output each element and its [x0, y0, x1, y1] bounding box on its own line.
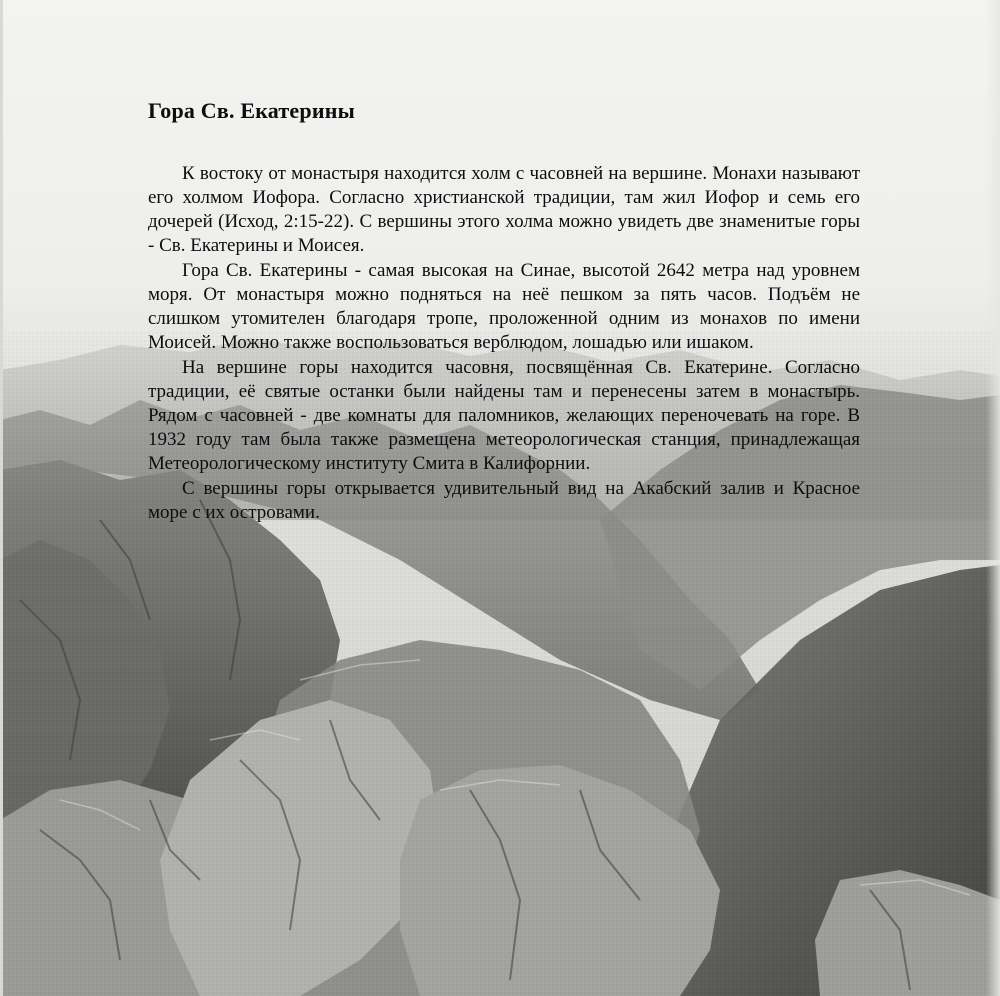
page-right-edge — [986, 0, 1000, 996]
page-left-edge — [0, 0, 3, 996]
article — [148, 98, 860, 525]
paragraph-4: С вершины горы открывается удивительный вид на Акабский залив и Красное море с их островами. — [148, 478, 860, 523]
paragraph-2: Гора Св. Екатерины - самая высокая на Синае, высотой 2642 метра над уровнем моря. От монастыря можно подняться на неё пешком за пять часов. Подъём не слишком утомителен благодаря тропе, проложенной одним из монахов по имени Моисей. Можно также воспользоваться верблюдом, лошадью или ишаком. — [148, 260, 860, 353]
paragraph-3: На вершине горы находится часовня, посвящённая Св. Екатерине. Согласно традиции, её святые останки были найдены там и перенесены затем в монастырь. Рядом с часовней - две комнаты для паломников, желающих переночевать на горе. В 1932 году там была также размещена метеорологическая станция, принадлежащая Метеорологическому институту Смита в Калифорнии. — [148, 357, 860, 474]
article-title: Гора Св. Екатерины — [148, 98, 355, 123]
paragraph-1: К востоку от монастыря находится холм с часовней на вершине. Монахи называют его холмом Иофора. Согласно христианской традиции, там жил Иофор и семь его дочерей (Исход, 2:15-22). С вершины этого холма можно увидеть две знаменитые горы - Св. Екатерины и Моисея. — [148, 163, 860, 256]
